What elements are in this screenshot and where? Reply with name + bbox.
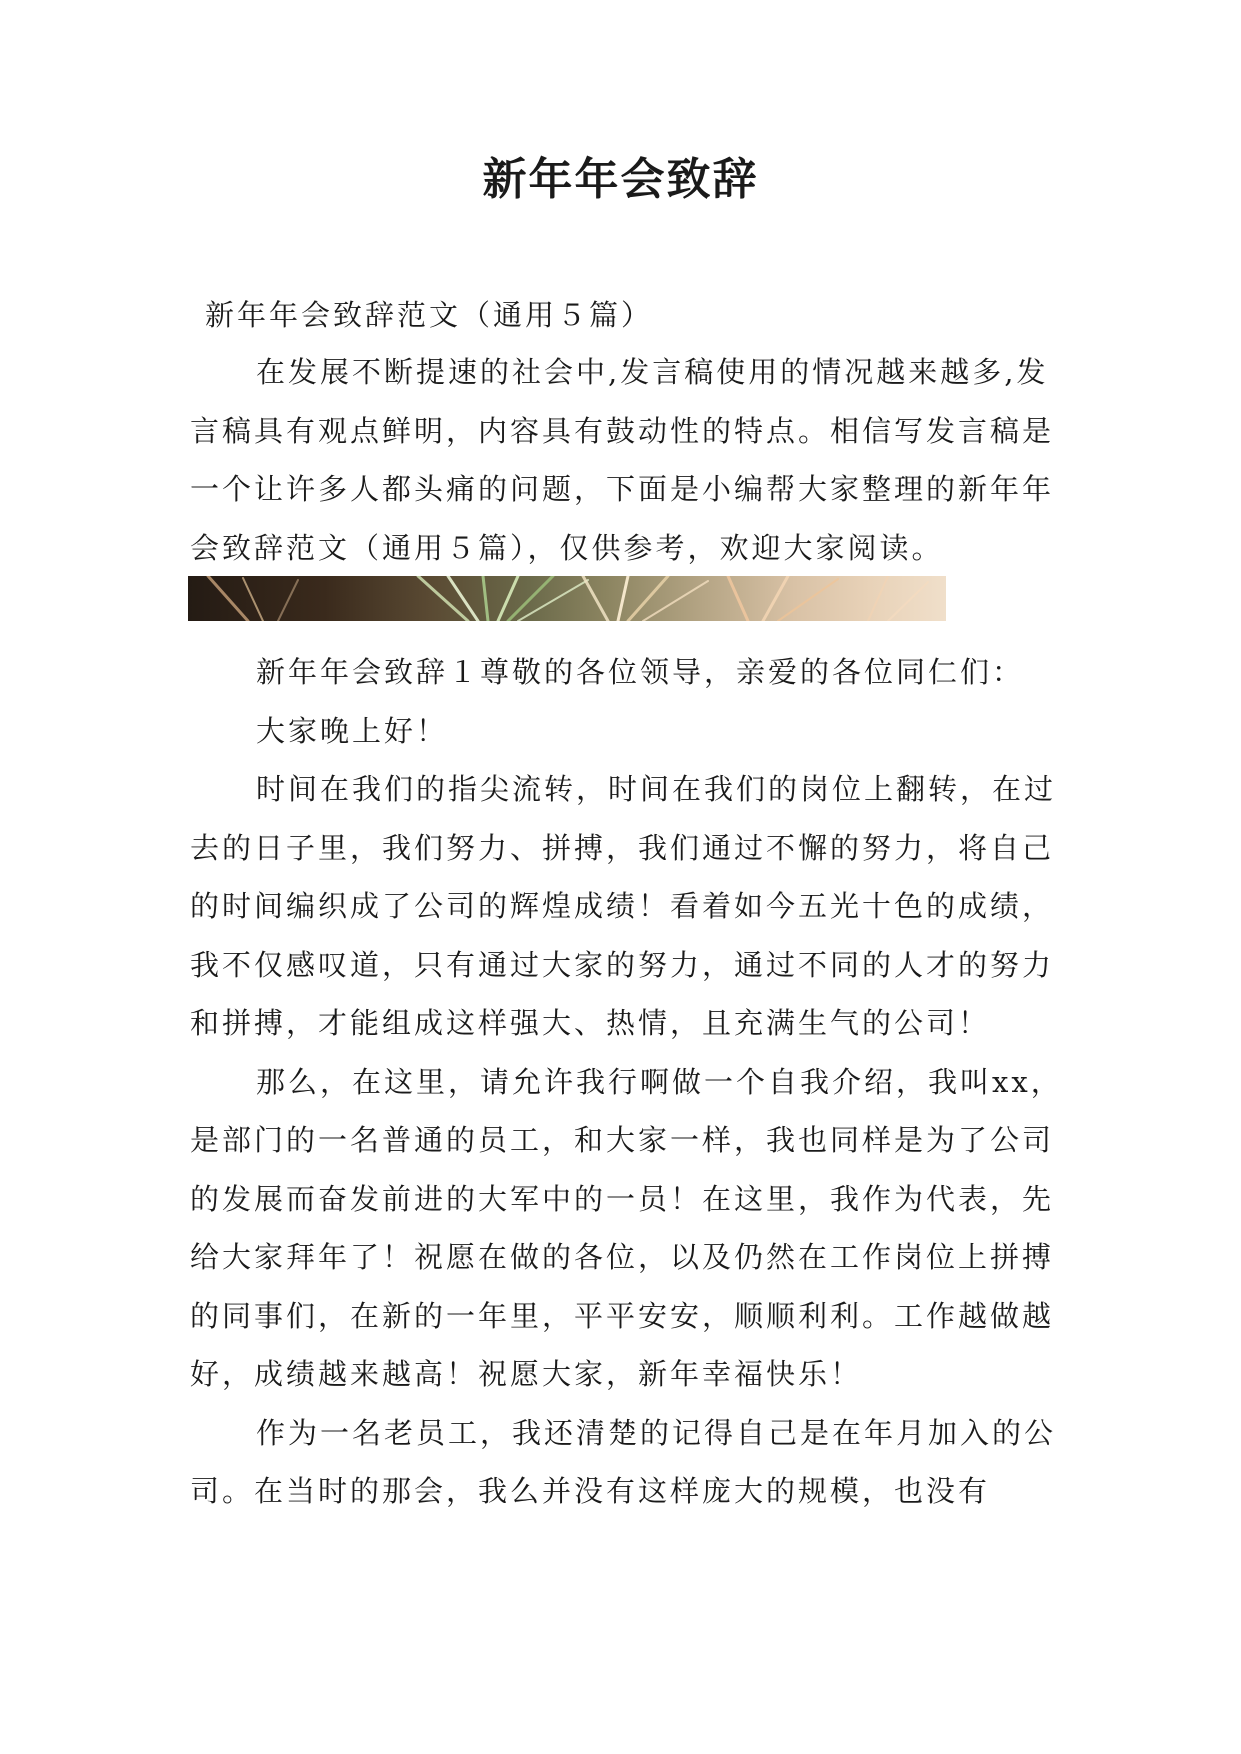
paragraph-salutation: 大家晚上好！ [256,713,449,748]
fireworks-banner-image [188,576,946,621]
document-title: 新年年会致辞 [482,154,759,205]
paragraph-introduction: 那么，在这里，请允许我行啊做一个自我介绍，我叫xx，是部门的一名普通的员工，和大家一样，我也同样是为了公司的发展而奋发前进的大军中的一员！在这里，我作为代表，先给大家拜年了！祝愿在做的各位，以及仍然在工作岗位上拼搏的同事们，在新的一年里，平平安安，顺顺利利。工作越做越好，成绩越来越高！祝愿大家，新年幸福快乐！ [190,1064,1063,1391]
main-body [190,643,1070,1521]
document-subtitle: 新年年会致辞范文（通用５篇） [205,298,654,332]
paragraph-time: 时间在我们的指尖流转，时间在我们的岗位上翻转，在过去的日子里，我们努力、拼搏，我们通过不懈的努力，将自己的时间编织成了公司的辉煌成绩！看着如今五光十色的成绩，我不仅感叹道，只有通过大家的努力，通过不同的人才的努力和拼搏，才能组成这样强大、热情，且充满生气的公司！ [190,772,1057,1040]
paragraph-greeting: 新年年会致辞１尊敬的各位领导，亲爱的各位同仁们： [256,655,1025,689]
intro-block [190,343,1070,577]
intro-paragraph: 在发展不断提速的社会中,发言稿使用的情况越来越多,发言稿具有观点鲜明，内容具有鼓动性的特点。相信写发言稿是一个让许多人都头痛的问题，下面是小编帮大家整理的新年年会致辞范文（通用５篇），仅供参考，欢迎大家阅读。 [190,355,1055,565]
fireworks-graphic [188,576,946,621]
paragraph-memory: 作为一名老员工，我还清楚的记得自己是在年月加入的公司。在当时的那会，我么并没有这样庞大的规模，也没有 [190,1415,1057,1508]
